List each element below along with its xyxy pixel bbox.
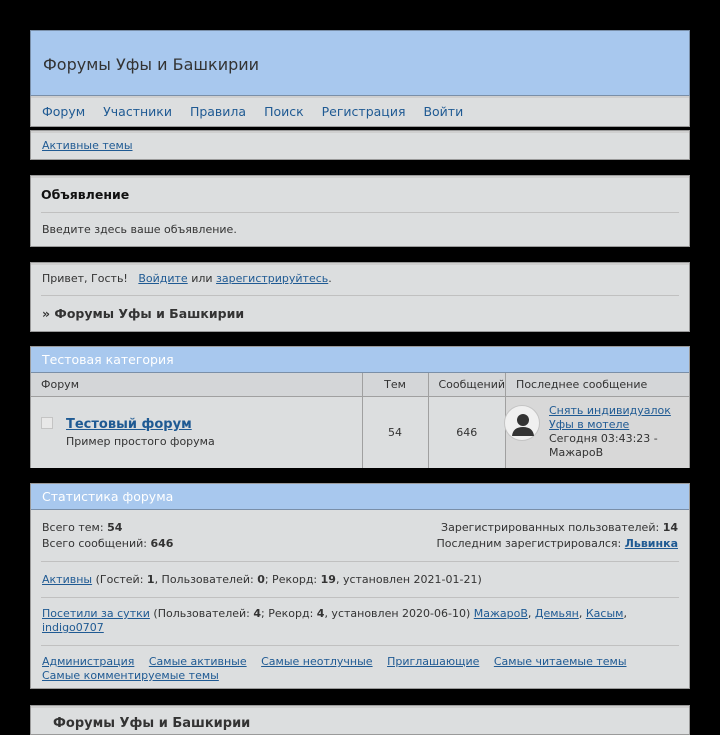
category-title: Тестовая категория (31, 347, 689, 373)
divider (41, 645, 679, 646)
greeting-text: Привет, Гость! (42, 272, 128, 285)
nav-links (42, 104, 477, 119)
register-link[interactable]: зарегистрируйтесь (216, 272, 329, 285)
last-post-author: МажароВ (549, 446, 604, 459)
forum-cell (31, 396, 362, 468)
avatar (504, 405, 540, 441)
col-last-post: Последнее сообщение (506, 373, 689, 396)
link-most-online[interactable]: Самые неотлучные (261, 655, 373, 668)
forum-posts: 646 (428, 396, 506, 468)
link-administration[interactable]: Администрация (42, 655, 135, 668)
breadcrumb: » Форумы Уфы и Башкирии (42, 306, 245, 321)
total-posts-label: Всего сообщений: (42, 537, 147, 550)
nav-members[interactable]: Участники (103, 104, 172, 119)
active-record-value: 19 (320, 573, 336, 586)
announcement-box (30, 175, 690, 247)
welcome-box (30, 262, 690, 332)
divider (41, 597, 679, 598)
visited-users-value: 4 (253, 607, 261, 620)
footer-title: Форумы Уфы и Башкирии (53, 716, 251, 731)
or-text: или (191, 272, 213, 285)
divider (41, 561, 679, 562)
stats-links (42, 655, 678, 683)
announcement-text: Введите здесь ваше объявление. (42, 223, 237, 236)
forum-title: Форумы Уфы и Башкирии (43, 55, 260, 74)
link-most-read[interactable]: Самые читаемые темы (493, 655, 627, 668)
visited-today-link[interactable]: Посетили за сутки (42, 607, 150, 620)
last-registered (436, 537, 678, 550)
total-topics-label: Всего тем: (42, 521, 104, 534)
registered-label: Зарегистрированных пользователей: (441, 521, 660, 534)
nav-search[interactable]: Поиск (264, 104, 304, 119)
online-now-line (42, 573, 678, 587)
forum-topics: 54 (362, 396, 428, 468)
forum-header (30, 30, 690, 96)
active-text: (Гостей: (92, 573, 147, 586)
visited-text: (Пользователей: (149, 607, 254, 620)
col-posts: Сообщений (428, 373, 506, 396)
link-most-active[interactable]: Самые активные (148, 655, 247, 668)
link-inviters[interactable]: Приглашающие (387, 655, 480, 668)
visitor-link[interactable]: Демьян (534, 607, 579, 620)
nav-login[interactable]: Войти (423, 104, 464, 119)
active-text: ; Рекорд: (264, 573, 321, 586)
active-text: , Пользователей: (154, 573, 258, 586)
active-guests-value: 1 (146, 573, 155, 586)
user-silhouette-icon (505, 406, 541, 442)
statistics-block (30, 483, 690, 689)
divider (41, 295, 679, 296)
visited-text: , установлен 2020-06-10) (324, 607, 474, 620)
table-header-row (31, 373, 689, 396)
announcement-title: Объявление (41, 187, 130, 202)
active-users-value: 0 (257, 573, 265, 586)
forum-status-icon (41, 417, 53, 429)
visited-text: ; Рекорд: (261, 607, 317, 620)
last-post-link[interactable]: Снять индивидуалок Уфы в мотеле (549, 404, 671, 431)
visitor-link[interactable]: МажароВ (473, 607, 528, 620)
total-topics-value: 54 (107, 521, 123, 534)
active-topics-link[interactable]: Активные темы (42, 139, 133, 152)
last-post-info (549, 404, 684, 460)
visitor-link[interactable]: indigo0707 (42, 621, 104, 634)
stats-title: Статистика форума (31, 484, 689, 510)
divider (41, 212, 679, 213)
nav-forum[interactable]: Форум (42, 104, 86, 119)
active-text: , установлен 2021-01-21) (335, 573, 482, 586)
main-navbar (30, 96, 690, 127)
nav-register[interactable]: Регистрация (321, 104, 406, 119)
visited-today-line: Посетили за сутки (Пользователей: 4; Рекорд: 4, установлен 2020-06-10) МажароВ, Демьян, Касым, indigo0707 (42, 607, 627, 634)
last-registered-user-link[interactable]: Львинка (624, 537, 678, 550)
forum-name-link[interactable]: Тестовый форум (66, 417, 192, 432)
greeting-line (42, 272, 332, 285)
period-text: . (328, 272, 332, 285)
nav-rules[interactable]: Правила (189, 104, 247, 119)
visited-record-value: 4 (316, 607, 325, 620)
login-link[interactable]: Войдите (138, 272, 188, 285)
category-block (30, 346, 690, 468)
footer-box (30, 705, 690, 735)
last-post-time: Сегодня 03:43:23 - (549, 432, 658, 445)
total-topics (42, 521, 122, 534)
active-users-link[interactable]: Активны (42, 573, 93, 586)
col-forum: Форум (31, 373, 362, 396)
last-registered-label: Последним зарегистрировался: (436, 537, 622, 550)
visitor-link[interactable]: Касым (585, 607, 624, 620)
sub-navbar (30, 130, 690, 160)
registered-value: 14 (662, 521, 678, 534)
total-posts (42, 537, 173, 550)
link-most-commented[interactable]: Самые комментируемые темы (42, 669, 219, 682)
registered-users (441, 521, 678, 534)
total-posts-value: 646 (150, 537, 174, 550)
forum-description: Пример простого форума (66, 435, 215, 448)
col-topics: Тем (362, 373, 428, 396)
